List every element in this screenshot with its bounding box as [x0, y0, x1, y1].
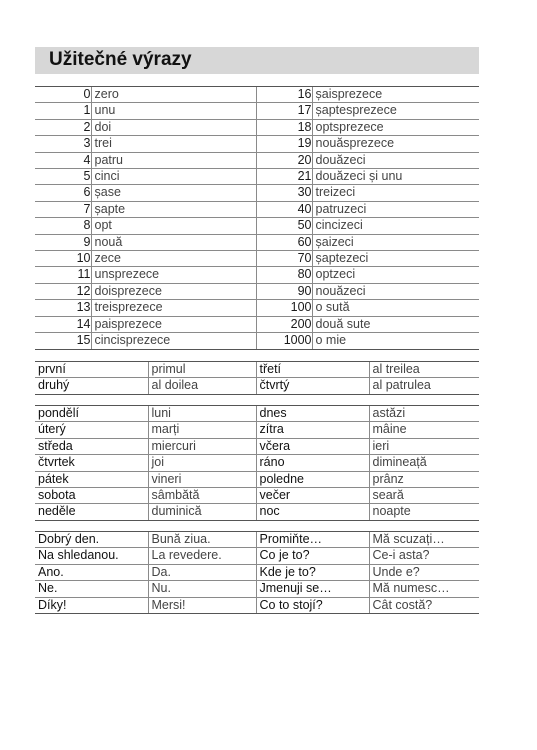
- czech-term-cell: Jmenuji se…: [256, 581, 369, 597]
- romanian-term-cell: dimineață: [369, 455, 479, 471]
- phrases-table: [35, 531, 479, 614]
- czech-term-cell: Ano.: [35, 564, 148, 580]
- table-row: [35, 251, 479, 267]
- table-row: [35, 103, 479, 119]
- romanian-word-cell: șaisprezece: [312, 87, 479, 103]
- romanian-word-cell: nouăsprezece: [312, 136, 479, 152]
- romanian-word-cell: cincizeci: [312, 218, 479, 234]
- number-cell: 90: [256, 283, 312, 299]
- number-cell: 14: [35, 316, 91, 332]
- czech-term-cell: poledne: [256, 471, 369, 487]
- number-cell: 0: [35, 87, 91, 103]
- table-row: [35, 471, 479, 487]
- czech-term-cell: večer: [256, 488, 369, 504]
- romanian-term-cell: Mă scuzați…: [369, 532, 479, 548]
- romanian-term-cell: vineri: [148, 471, 256, 487]
- days-table: [35, 405, 479, 521]
- romanian-word-cell: șaptezeci: [312, 251, 479, 267]
- number-cell: 7: [35, 201, 91, 217]
- romanian-term-cell: Mersi!: [148, 597, 256, 613]
- table-row: [35, 581, 479, 597]
- number-cell: 16: [256, 87, 312, 103]
- romanian-term-cell: astăzi: [369, 406, 479, 422]
- romanian-word-cell: zece: [91, 251, 256, 267]
- romanian-word-cell: unu: [91, 103, 256, 119]
- ordinals-table: [35, 361, 479, 395]
- number-cell: 10: [35, 251, 91, 267]
- romanian-term-cell: mâine: [369, 422, 479, 438]
- number-cell: 40: [256, 201, 312, 217]
- table-row: [35, 422, 479, 438]
- czech-term-cell: první: [35, 362, 148, 378]
- number-cell: 15: [35, 333, 91, 349]
- table-row: [35, 362, 479, 378]
- romanian-term-cell: Nu.: [148, 581, 256, 597]
- romanian-term-cell: La revedere.: [148, 548, 256, 564]
- number-cell: 1: [35, 103, 91, 119]
- romanian-word-cell: opt: [91, 218, 256, 234]
- table-row: [35, 119, 479, 135]
- table-row: [35, 234, 479, 250]
- czech-term-cell: pátek: [35, 471, 148, 487]
- table-row: [35, 316, 479, 332]
- czech-term-cell: čtvrtý: [256, 378, 369, 394]
- czech-term-cell: Promiňte…: [256, 532, 369, 548]
- romanian-word-cell: o mie: [312, 333, 479, 349]
- czech-term-cell: Na shledanou.: [35, 548, 148, 564]
- number-cell: 18: [256, 119, 312, 135]
- czech-term-cell: Kde je to?: [256, 564, 369, 580]
- romanian-term-cell: luni: [148, 406, 256, 422]
- romanian-word-cell: trei: [91, 136, 256, 152]
- romanian-word-cell: cinci: [91, 169, 256, 185]
- number-cell: 200: [256, 316, 312, 332]
- number-cell: 30: [256, 185, 312, 201]
- table-row: [35, 218, 479, 234]
- romanian-word-cell: șase: [91, 185, 256, 201]
- table-row: [35, 455, 479, 471]
- romanian-term-cell: ieri: [369, 438, 479, 454]
- romanian-term-cell: sâmbătă: [148, 488, 256, 504]
- romanian-term-cell: Unde e?: [369, 564, 479, 580]
- number-cell: 50: [256, 218, 312, 234]
- table-row: [35, 438, 479, 454]
- number-cell: 9: [35, 234, 91, 250]
- section-title-bar: [35, 47, 479, 74]
- romanian-word-cell: nouă: [91, 234, 256, 250]
- romanian-term-cell: miercuri: [148, 438, 256, 454]
- romanian-term-cell: Bună ziua.: [148, 532, 256, 548]
- romanian-term-cell: Mă numesc…: [369, 581, 479, 597]
- table-row: [35, 136, 479, 152]
- romanian-word-cell: patru: [91, 152, 256, 168]
- romanian-word-cell: doisprezece: [91, 283, 256, 299]
- czech-term-cell: úterý: [35, 422, 148, 438]
- romanian-word-cell: treizeci: [312, 185, 479, 201]
- czech-term-cell: Co je to?: [256, 548, 369, 564]
- romanian-word-cell: doi: [91, 119, 256, 135]
- number-cell: 60: [256, 234, 312, 250]
- czech-term-cell: Dobrý den.: [35, 532, 148, 548]
- number-cell: 8: [35, 218, 91, 234]
- romanian-word-cell: șapte: [91, 201, 256, 217]
- page-title: Užitečné výrazy: [49, 49, 192, 70]
- table-row: [35, 169, 479, 185]
- czech-term-cell: Co to stojí?: [256, 597, 369, 613]
- number-cell: 12: [35, 283, 91, 299]
- romanian-word-cell: optzeci: [312, 267, 479, 283]
- romanian-word-cell: douăzeci și unu: [312, 169, 479, 185]
- number-cell: 6: [35, 185, 91, 201]
- number-cell: 11: [35, 267, 91, 283]
- romanian-term-cell: seară: [369, 488, 479, 504]
- romanian-word-cell: șaptesprezece: [312, 103, 479, 119]
- number-cell: 70: [256, 251, 312, 267]
- romanian-word-cell: șaizeci: [312, 234, 479, 250]
- table-row: [35, 201, 479, 217]
- table-row: [35, 185, 479, 201]
- table-row: [35, 300, 479, 316]
- romanian-word-cell: zero: [91, 87, 256, 103]
- romanian-word-cell: optsprezece: [312, 119, 479, 135]
- number-cell: 17: [256, 103, 312, 119]
- number-cell: 1000: [256, 333, 312, 349]
- czech-term-cell: ráno: [256, 455, 369, 471]
- number-cell: 5: [35, 169, 91, 185]
- table-row: [35, 87, 479, 103]
- czech-term-cell: neděle: [35, 504, 148, 520]
- romanian-term-cell: al treilea: [369, 362, 479, 378]
- table-row: [35, 378, 479, 394]
- numbers-table: [35, 86, 479, 350]
- czech-term-cell: druhý: [35, 378, 148, 394]
- romanian-word-cell: treisprezece: [91, 300, 256, 316]
- number-cell: 21: [256, 169, 312, 185]
- czech-term-cell: pondělí: [35, 406, 148, 422]
- table-row: [35, 283, 479, 299]
- number-cell: 2: [35, 119, 91, 135]
- number-cell: 100: [256, 300, 312, 316]
- romanian-term-cell: primul: [148, 362, 256, 378]
- romanian-term-cell: Ce-i asta?: [369, 548, 479, 564]
- czech-term-cell: čtvrtek: [35, 455, 148, 471]
- czech-term-cell: včera: [256, 438, 369, 454]
- czech-term-cell: Ne.: [35, 581, 148, 597]
- romanian-word-cell: patruzeci: [312, 201, 479, 217]
- romanian-word-cell: două sute: [312, 316, 479, 332]
- czech-term-cell: zítra: [256, 422, 369, 438]
- romanian-term-cell: noapte: [369, 504, 479, 520]
- romanian-word-cell: unsprezece: [91, 267, 256, 283]
- romanian-term-cell: al patrulea: [369, 378, 479, 394]
- czech-term-cell: Díky!: [35, 597, 148, 613]
- number-cell: 4: [35, 152, 91, 168]
- number-cell: 20: [256, 152, 312, 168]
- table-row: [35, 267, 479, 283]
- romanian-term-cell: prânz: [369, 471, 479, 487]
- czech-term-cell: sobota: [35, 488, 148, 504]
- czech-term-cell: dnes: [256, 406, 369, 422]
- number-cell: 80: [256, 267, 312, 283]
- table-row: [35, 532, 479, 548]
- czech-term-cell: noc: [256, 504, 369, 520]
- romanian-term-cell: joi: [148, 455, 256, 471]
- czech-term-cell: středa: [35, 438, 148, 454]
- table-row: [35, 504, 479, 520]
- number-cell: 19: [256, 136, 312, 152]
- romanian-term-cell: marți: [148, 422, 256, 438]
- czech-term-cell: třetí: [256, 362, 369, 378]
- romanian-word-cell: cincisprezece: [91, 333, 256, 349]
- romanian-term-cell: duminică: [148, 504, 256, 520]
- table-row: [35, 564, 479, 580]
- table-row: [35, 488, 479, 504]
- romanian-term-cell: al doilea: [148, 378, 256, 394]
- number-cell: 13: [35, 300, 91, 316]
- number-cell: 3: [35, 136, 91, 152]
- romanian-term-cell: Da.: [148, 564, 256, 580]
- table-row: [35, 597, 479, 613]
- romanian-word-cell: paisprezece: [91, 316, 256, 332]
- table-row: [35, 333, 479, 349]
- table-row: [35, 548, 479, 564]
- romanian-word-cell: o sută: [312, 300, 479, 316]
- table-row: [35, 406, 479, 422]
- romanian-word-cell: nouăzeci: [312, 283, 479, 299]
- romanian-term-cell: Cât costă?: [369, 597, 479, 613]
- romanian-word-cell: douăzeci: [312, 152, 479, 168]
- table-row: [35, 152, 479, 168]
